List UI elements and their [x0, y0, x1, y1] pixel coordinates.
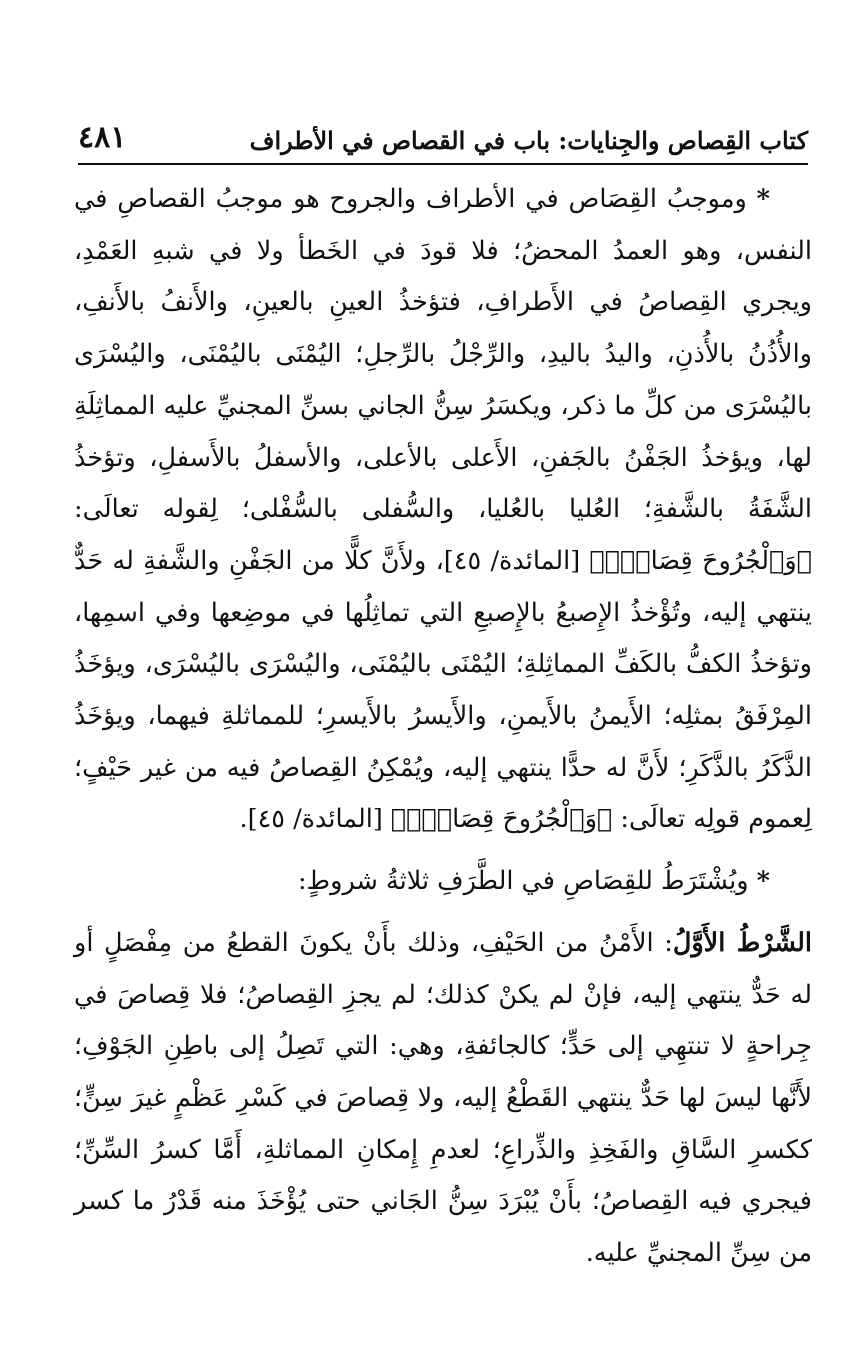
paragraph-text: : الأَمْنُ من الحَيْفِ، وذلك بأَنْ يكونَ القطعُ من مِفْصَلٍ أو له حَدٌّ ينتهي إليه، فإنْ لم يكنْ كذلك؛ لم يجزِ القِصاصُ؛ فلا قِصاصَ في جِراحةٍ لا تنتهِي إلى حَدٍّ؛ كالجائفةِ، وهي: التي تَصِلُ إلى باطِنِ الجَوْفِ؛ لأَنَّها ليسَ لها حَدٌّ ينتهي القَطْعُ إليه، ولا قِصاصَ في كَسْرِ عَظْمٍ غيرَ سِنٍّ؛ ككسرِ السَّاقِ والفَخِذِ والذِّراعِ؛ لعدمِ إِمكانِ المماثلةِ، أَمَّا كسرُ السِّنِّ؛ فيجري فيه القِصاصُ؛ بأَنْ يُبْرَدَ سِنُّ الجَاني حتى يُؤْخَذَ منه قَدْرُ ما كسر من سِنِّ المجنيِّ عليه. [74, 927, 812, 1269]
running-header [78, 112, 808, 168]
page-number: ٤٨١ [78, 120, 127, 155]
header-divider [78, 163, 808, 165]
paragraph-first-condition [74, 918, 812, 1280]
body-text [74, 174, 812, 1280]
asterisk-marker: * [756, 866, 770, 897]
asterisk-marker: * [756, 184, 771, 214]
paragraph-text: وموجبُ القِصَاص في الأطراف والجروح هو موجبُ القصاصِ في النفس، وهو العمدُ المحضُ؛ فلا قودَ في الخَطأ ولا في شبهِ العَمْدِ، ويجري القِصاصُ في الأَطرافِ، فتؤخذُ العينِ بالعينِ، والأَنفُ بالأَنفِ، والأُذُنُ بالأُذنِ، واليدُ باليدِ، والرِّجْلُ بالرِّجلِ؛ اليُمْنَى باليُمْنَى، واليُسْرَى باليُسْرَى من كلِّ ما ذكر، ويكسَرُ سِنُّ الجاني بسنِّ المجنيِّ عليه المماثِلَةِ لها، ويؤخذُ الجَفْنُ بالجَفنِ، الأَعلى بالأعلى، والأسفلُ بالأَسفلِ، وتؤخذُ الشَّفَةُ بالشَّفةِ؛ العُليا بالعُليا، والسُّفلى بالسُّفْلى؛ لِقوله تعالَى: ﴿وَٱلْجُرُوحَ قِصَاصٌۚ﴾ [المائدة/ ٤٥]، ولأَنَّ كلًّا من الجَفْنِ والشَّفةِ له حَدٌّ ينتهي إليه، وتُؤْخذُ الإِصبعُ بالإِصبعِ التي تماثِلُها في موضِعها وفي اسمِها، وتؤخذُ الكفُّ بالكَفِّ المماثِلةِ؛ اليُمْنَى باليُمْنَى، واليُسْرَى باليُسْرَى، ويؤخَذُ المِرْفَقُ بمثلِه؛ الأَيمنُ بالأَيمنِ، والأَيسرُ بالأَيسرِ؛ للمماثلةِ فيهما، ويؤخَذُ الذَّكَرُ بالذَّكَرِ؛ لأَنَّ له حدًّا ينتهي إليه، ويُمْكِنُ القِصاصُ فيه من غير حَيْفٍ؛ لِعموم قولِه تعالَى: ﴿وَٱلْجُرُوحَ قِصَاصٌۚ﴾ [المائدة/ ٤٥]. [74, 184, 812, 835]
paragraph-retaliation-limbs [74, 174, 812, 846]
paragraph-text: ويُشْتَرَطُ للقِصَاصِ في الطَّرَفِ ثلاثةُ شروطٍ: [297, 866, 749, 897]
paragraph-conditions-intro [74, 856, 812, 908]
condition-label: الشَّرْطُ الأَوَّلُ [672, 927, 812, 958]
chapter-title: كتاب القِصاص والجِنايات: باب في القصاص في الأطراف [249, 126, 808, 155]
